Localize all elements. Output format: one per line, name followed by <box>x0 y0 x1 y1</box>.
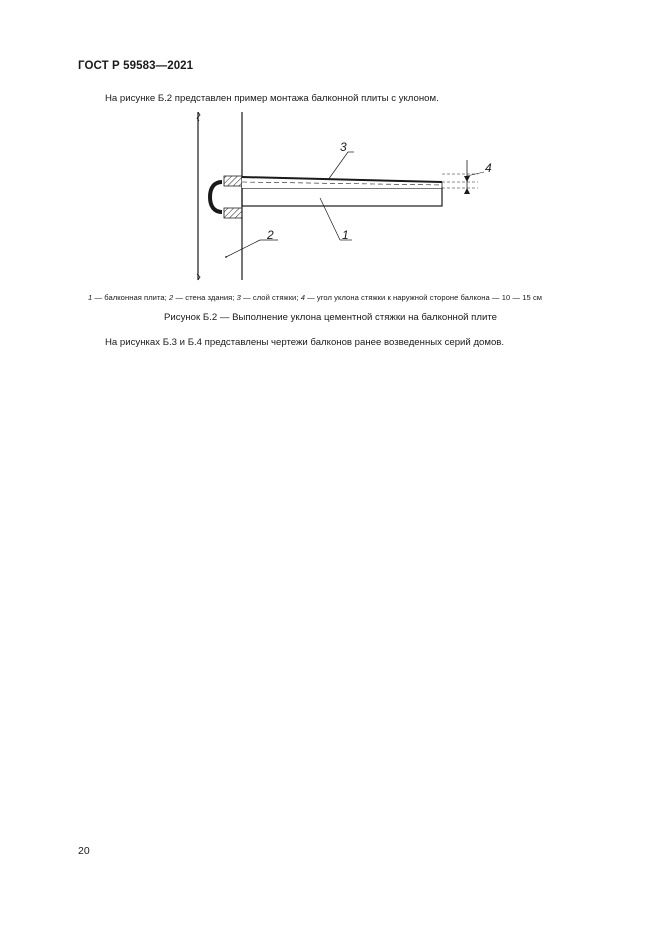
follow-up-paragraph: На рисунках Б.3 и Б.4 представлены чертежи балконов ранее возведенных серий домов. <box>105 337 505 348</box>
figure-drawing <box>188 112 508 287</box>
balcony-slab <box>242 188 442 206</box>
legend-number-1: 1 <box>88 293 93 302</box>
page-number: 20 <box>78 845 90 857</box>
callout-3: 3 <box>340 140 347 154</box>
legend-text-4: — угол уклона стяжки к наружной стороне балкона — 10 — 15 см <box>304 293 543 302</box>
figure-legend <box>88 293 542 302</box>
legend-text-3: — слой стяжки; <box>240 293 301 302</box>
callout-2: 2 <box>267 228 274 242</box>
mortar-joint <box>210 176 242 218</box>
intro-paragraph: На рисунке Б.2 представлен пример монтажа балконной плиты с уклоном. <box>105 93 439 104</box>
legend-text-2: — стена здания; <box>173 293 237 302</box>
building-wall <box>197 112 242 280</box>
figure-caption: Рисунок Б.2 — Выполнение уклона цементной стяжки на балконной плите <box>164 312 497 323</box>
legend-number-2: 2 <box>169 293 174 302</box>
legend-number-4: 4 <box>300 293 305 302</box>
legend-text-1: — балконная плита; <box>92 293 170 302</box>
screed-layer <box>242 176 442 188</box>
slope-dimension <box>442 160 484 194</box>
document-header: ГОСТ Р 59583—2021 <box>78 60 194 72</box>
legend-number-3: 3 <box>236 293 241 302</box>
callout-1: 1 <box>342 228 349 242</box>
leader-lines <box>226 152 354 257</box>
callout-4: 4 <box>485 161 492 175</box>
